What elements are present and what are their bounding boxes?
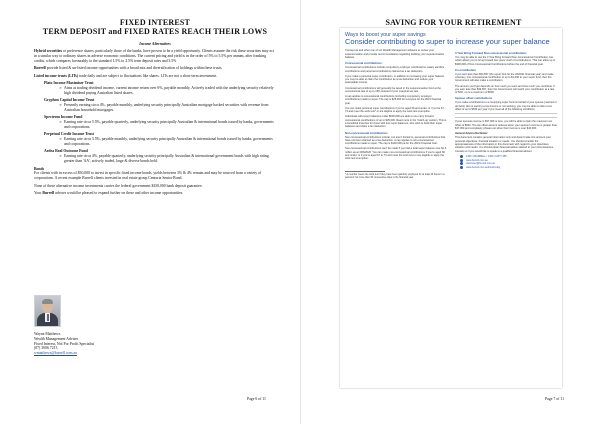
contact-web-text: www.burrell.com.au [466, 158, 488, 162]
contact-blog[interactable] [460, 166, 507, 170]
leaflet-text: Non-concessional contributions can't be made if you had a total super balance over $1.6 million as at 30/6/2020. You can make non-concessional contributions if you're aged 66 and under, or if you're aged 67 to 74 and meet the work test or are eligible to apply the work test exemption. [345, 147, 447, 161]
adviser-specialty: Fixed Interest, Not For Profit Specialist [34, 341, 95, 346]
leaflet-text: If you earn less than $54,837 (the upper limit for the 2020/21 financial year) and make voluntary, non-concessional contribution of up to $1,000 to your super fund, then the Government will also make a contribution. [455, 72, 554, 83]
fund-4 [44, 149, 276, 164]
concessional-heading: Concessional contributions [345, 61, 382, 66]
fund-name: Plato Income Maximiser Trust [44, 81, 94, 86]
leaflet-text: Non-concessional contributions include, but aren't limited to, personal contributions that have not been claimed as a tax deduction. A cap applies to non-concessional contributions made to super. The cap is $100,000 pa for the 2021 Financial Year. [345, 135, 446, 146]
fund-bullet: ➢ Earning rate circa 4%, payable quarterly, underlying security principally Australian & international government bonds with high rating greater than 'AA', actively traded, large & diverse bonds held. [64, 154, 276, 164]
leaflet-text: If your spouses income is $37,000 or less, you will be able to claim the maximum tax offset of $540. The tax offset amount reduces when your spouse's income is greater than $37,000 and completely phases out when their income is over $40,000. [455, 120, 558, 130]
fund-name: Spectrum Income Fund [44, 115, 83, 120]
disclaimer-text: This document contains general information only and doesn't take into account your personal objectives, financial situation or needs. You should consider the appropriateness of the information in this document with regard to your objectives, situation and needs. You should obtain financial advice tailored to your circumstances. Contact us if you would like to speak to a qualified financial adviser. [455, 136, 554, 153]
co-contribution-heading: Co-contribution [455, 67, 476, 72]
phone-icon [460, 155, 463, 158]
leaflet-text: The amount you'll get depends on how much you earn and how much you contribute. If you earn less than $39,837, then the Government will match your contribution at a rate of 50%, up to a maximum of $500. [455, 84, 555, 95]
adviser-contact [34, 332, 264, 356]
photo-hair [42, 299, 53, 304]
fund-name: Perpetual Credit Income Trust [44, 132, 94, 137]
footnote-rule [345, 171, 385, 172]
leaflet-columns [340, 49, 562, 170]
right-page [300, 0, 600, 424]
fund-bullet: ➢ Earning rate circa 5.5%, payable quarterly, underlying security principally Australian & international bonds issued by banks, governments and corporations. [64, 120, 276, 130]
hybrid-text: or preference shares, particularly those of the banks, have proven to be a yield opportunity. Clients assume the risk these securities may act in a similar way to ordinary shares in adverse economic conditions. The current pricing and yield is in the order of 5% to 5.5% per annum, after franking credits, which compares favourably to the standard 1.5% to 2.5% term deposit rates and 3.5% [34, 49, 274, 63]
leaflet-text: You can make personal super contributions if you're aged 66 and under, or if you're 67 - 74 and meet the work test* or are eligible to apply the work test exemption. [345, 106, 446, 114]
fund-name: Gryphon Capital Income Trust [44, 98, 95, 103]
page-title-line1: FIXED INTEREST [119, 18, 191, 27]
page-number-left: Page 6 of 11 [247, 397, 266, 401]
fund-0 [44, 81, 276, 96]
page-number-right: Page 7 of 11 [545, 397, 564, 401]
adviser-bold: Burrell [42, 191, 55, 196]
leaflet-text: If you make contributions to a complying super fund on behalf of your spouse (married or de facto) who is earning a low income or not working, you may be able to claim a tax offset of up to $540 per year if you meet all of the following conditions: [455, 101, 557, 112]
burrell-lead: Burrell [34, 66, 46, 71]
leaflet-text: A cap applies to concessional contributions (including compulsory employer contributions) made to super. The cap is $25,000 for everyone for the 2021 financial year. [345, 95, 442, 105]
leaflet-col-left [345, 49, 447, 170]
adviser-name: Wayne Matthews [34, 332, 61, 336]
fund-bullet: ➢ Aims at trading dividend income, current income return over 6%, payable monthly. Actively traded with the underlying security relatively high dividend paying Australian listed shares. [64, 86, 276, 96]
adviser-photo [34, 295, 61, 327]
section-subhead: Income Alternatives [139, 42, 171, 46]
bonds-heading: Bonds [34, 167, 45, 172]
leaflet-footnote: * A member meets the work test if they have been gainfully employed for at least 40 hours in a period of not more than 30 consecutive days in the financial year. [345, 172, 445, 179]
contact-blog-text: www.burrell.com.au/bondi-blog [466, 166, 501, 170]
leaflet-text: Concessional contributions will generally be taxed in the superannuation fund at the concessional rate of up to 15% instead of your marginal tax rate. [345, 86, 441, 93]
contact-phone-text: 1300 4 BURRELL / 1300 4 2877 355 [466, 154, 507, 158]
leaflet-title: Consider contributing to super to increase your super balance [345, 36, 550, 46]
leaflet-intro: Concept as and other one of our Wealth Management advisers to review your superannuation and provide recommendations regarding building your superannuation balance. [345, 49, 445, 60]
fund-bullet: ➢ Earning rate circa 3.5%, payable monthly, underlying security principally Australian & international bonds issued by banks, governments and corporations. [64, 137, 276, 147]
fund-1 [44, 98, 276, 113]
photo-tie [47, 314, 49, 321]
leaflet-col-right [455, 49, 557, 170]
spouse-heading: Spouse offset contributions [455, 96, 493, 101]
bullet-placeholder [455, 113, 557, 116]
bring-forward-heading: 3 Year Bring Forward Non-concessional contributions [455, 50, 527, 55]
right-page-title: SAVING FOR YOUR RETIREMENT [385, 18, 522, 27]
leaflet-text: If you make a personal super contribution, in addition to increasing your super balance, you may be able to claim the contribution as a tax deduction and reduce your assessable income. [345, 74, 445, 85]
guarantee-paragraph: None of these alternative income investments carries the federal government $250,000 bank deposit guarantee. [34, 183, 203, 188]
burrell-text: provide listed & un-listed income opportunities with a broad mix and diversification of holdings within these trusts. [45, 66, 223, 71]
fund-2 [44, 115, 276, 130]
leaflet-header [340, 28, 562, 49]
adviser-email-link[interactable]: wmatthews@burrell.com.au [34, 351, 77, 356]
non-concessional-heading: Non-concessional contributions [345, 130, 388, 135]
lit-paragraph [34, 74, 276, 79]
hybrid-paragraph [34, 49, 276, 64]
adviser-paragraph [34, 191, 276, 196]
adviser-phone: (07) 3006 7213 [34, 346, 58, 351]
adviser-post: adviser would be pleased to expand further on these and other income opportunities. [54, 191, 184, 196]
fund-3 [44, 132, 276, 147]
mail-icon [460, 162, 463, 165]
contact-lines [460, 155, 507, 170]
adviser-role: Wealth Management Adviser [34, 336, 79, 341]
super-leaflet [340, 28, 562, 388]
hybrid-lead: Hybrid securities [34, 49, 62, 53]
burrell-paragraph [34, 66, 276, 71]
fund-name: Ardea Real Outcome Fund [44, 149, 88, 154]
contact-email-text: clientuser@burrell.com.au [466, 162, 496, 166]
lit-text: trade daily and are subject to fluctuations like shares. LITs are not a short-term investment. [78, 73, 218, 78]
page-title-line2: TERM DEPOSIT and FIXED RATES REACH THEIR LOWS [42, 27, 268, 36]
leaflet-text: Individuals with super balances under $500,000 are able to use carry forward concessional contributions of up to $25,000. Read more in the 'Catch-up' section. This is a beneficial incentive for those with low super balances, who wish to build their super balances and claim a tax deduction. [345, 115, 447, 129]
leaflet-contact [455, 155, 557, 170]
lit-lead: Listed income trusts (LITs) [34, 73, 79, 78]
globe-icon [460, 159, 463, 162]
leaflet-text: Concessional contributions include compulsory employer contributions, salary sacrifice contributions and personal contributions claimed as a tax deduction. [345, 66, 445, 73]
disclaimer-heading: General Advice Disclaimer [455, 132, 488, 136]
link-icon [460, 166, 463, 169]
fund-bullet: ➢ Presently earning circa 4%, payable monthly, underlying security principally Australian mortgage backed securities with revenue from Australian household mortgages. [64, 103, 276, 113]
leaflet-text: You may be able to use the 3 Year Bring Forward Non-Concessional Contribution rule which allows you to bring forward two years' worth of contributions. This can allow up to $300,000 of Non-Concessional Contributions before the end of financial year. [455, 55, 556, 66]
adviser-pre: Your [34, 191, 43, 196]
bonds-paragraph: For clients with in excess of $50,000 to invest in specific fixed income bonds, yields between 3% & 4% remain and may be sourced from a variety of corporations. A recent example Burrell clients invested in real estate group Centuria Senior Bond. [34, 171, 262, 181]
leaflet-kicker: Ways to boost your super savings [345, 32, 426, 38]
